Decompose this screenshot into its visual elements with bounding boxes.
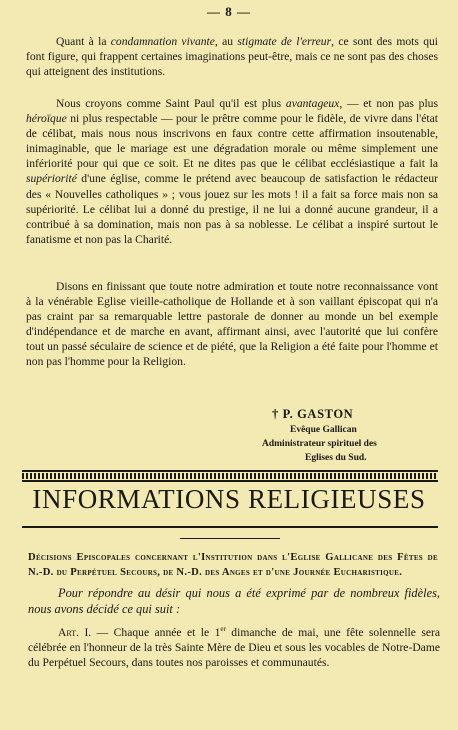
p1-emphasis-a: condamnation vivante bbox=[110, 35, 215, 48]
lead-paragraph: Pour répondre au désir qui nous a été exprimé par de nombreux fidèles, nous avons décidé ce qui suit : bbox=[28, 586, 440, 616]
p1-text-b: , au bbox=[214, 35, 238, 48]
title-underline bbox=[22, 526, 438, 528]
article-superscript: er bbox=[220, 625, 226, 633]
article-text-a: — Chaque année et le 1 bbox=[91, 625, 221, 639]
p2-emphasis-a: avantageux bbox=[285, 97, 340, 110]
paragraph-2 bbox=[26, 96, 438, 247]
signature-diocese: Eglises du Sud. bbox=[305, 453, 367, 463]
p1-text-c: , ce sont des mots qui font figure, qui frappent certaines imaginations peut-être, mais ce ne sont pas des choses qui atteignent des institutions. bbox=[26, 35, 439, 79]
section-title: INFORMATIONS RELIGIEUSES bbox=[32, 484, 426, 514]
p2-text-c: ni plus respectable — pour le prêtre comme pour le fidèle, de vivre dans l'état de célibat, mais nous nous inscrivons en faux contre cette affirmation insoutenable, inimaginable, que le mariage est une dégradation morale ou même simplement une infériorité pour qui que ce soit. Et ne dites pas que le célibat ecclésiastique a fait la bbox=[26, 112, 438, 171]
article-label: Art. I. bbox=[58, 625, 92, 639]
p2-text-d: d'une église, comme le prétend avec beaucoup de satisfaction le rédacteur des « Nouvelles catholiques » ; vous jouez sur les mots ! il a fait sa force mais non sa supériorité. Le célibat lui a donné du prestige, il ne lui a donné aucune grandeur, il a contribué à sa domination, mais non pas à sa noblesse. Le célibat a inspiré surtout le fanatisme et non pas la Charité. bbox=[26, 172, 438, 246]
paragraph-3: Disons en finissant que toute notre admiration et toute notre reconnaissance vont à la vénérable Eglise vieille-catholique de Hollande et à son vaillant épiscopat qui n'a pas craint par sa remarquable lettre pastorale de donner au monde un bel exemple d'indépendance et de marche en avant, affirmant ainsi, avec l'autorité que lui confère tout un passé séculaire de science et de piété, que la Religion a été faite pour l'homme et non pas l'homme pour la Religion. bbox=[26, 280, 438, 369]
signature-title: Evêque Gallican bbox=[290, 425, 357, 435]
divider-top bbox=[22, 470, 438, 472]
divider-hatch bbox=[22, 473, 438, 479]
signature-role: Administrateur spirituel des bbox=[262, 439, 377, 449]
p1-emphasis-b: stigmate de l'erreur bbox=[237, 35, 332, 48]
paragraph-1 bbox=[26, 34, 438, 79]
page-number: — 8 — bbox=[207, 4, 251, 19]
signature-name: † P. GASTON bbox=[272, 407, 354, 421]
p2-emphasis-b: héroïque bbox=[26, 112, 67, 126]
divider-bottom bbox=[22, 480, 438, 482]
p2-text-b: , — et non pas plus bbox=[339, 97, 438, 110]
p2-emphasis-c: supériorité bbox=[26, 172, 77, 186]
short-rule bbox=[180, 538, 280, 539]
p2-text-a: Nous croyons comme Saint Paul qu'il est plus bbox=[56, 97, 286, 110]
article-1 bbox=[28, 622, 440, 671]
article-text-b: dimanche de mai, une fête solennelle sera célébrée en l'honneur de la très Sainte Mère de Dieu et sous les vocables de Notre-Dame du Perpétuel Secours, dans toutes nos paroisses et communautés. bbox=[28, 625, 441, 670]
p1-text-a: Quant à la bbox=[56, 35, 111, 48]
section-heading: Décisions Episcopales concernant l'Institution dans l'Eglise Gallicane des Fêtes de N.-D. du Perpétuel Secours, de N.-D. des Anges et d'une Journée Eucharistique. bbox=[28, 552, 438, 579]
